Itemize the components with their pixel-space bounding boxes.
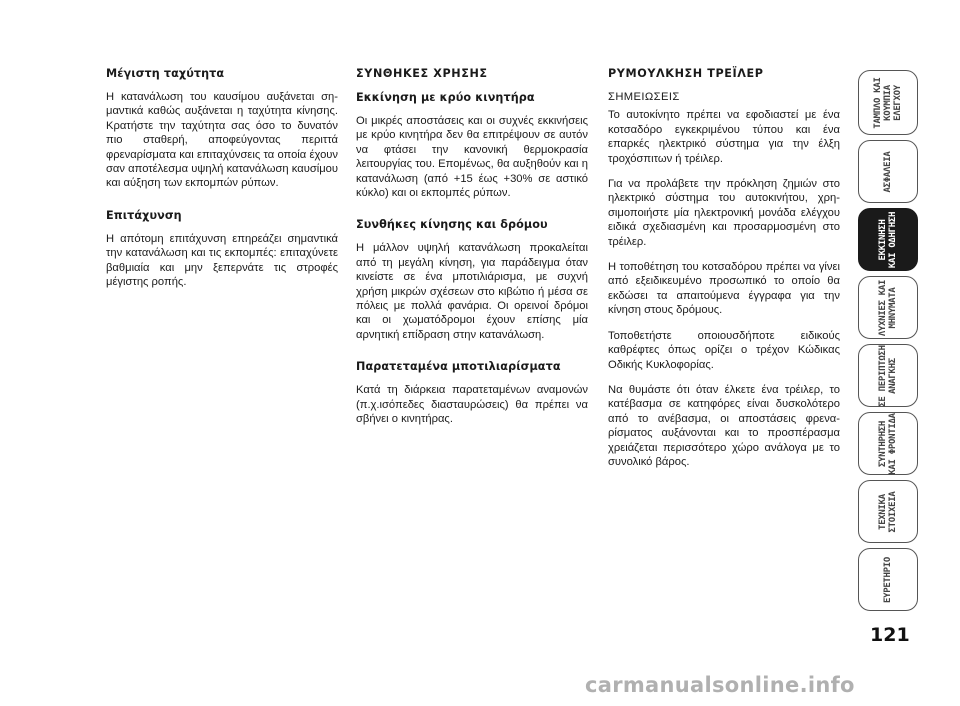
heading-traffic-jams: Παρατεταμένα μποτιλιαρίσματα [356,360,561,374]
paragraph-trailer-2: Για να προλάβετε την πρόκληση ζημιών στο ηλεκτρικό σύστημα του αυτοκινήτου, χρησιμοποιήστε μία ηλεκτρονική μονάδα ελέγχου ειδικά σχεδιασμένη και προσαρμοσμένη στο τρέιλερ. [608,178,840,248]
text-column-3 [608,66,840,480]
tab-label: ΑΣΦΑΛΕΙΑ [883,151,893,192]
section-title-usage-conditions: ΣΥΝΘΗΚΕΣ ΧΡΗΣΗΣ [356,67,488,80]
tab-emergency[interactable] [858,344,918,407]
text-column-1 [106,66,338,300]
heading-max-speed: Μέγιστη ταχύτητα [106,67,225,80]
heading-acceleration: Επιτάχυνση [106,208,182,222]
tab-label: ΣΕ ΠΕΡΙΠΤΩΣΗ ΑΝΑΓΚΗΣ [878,344,898,407]
paragraph-trailer-1: Το αυτοκίνητο πρέπει να εφοδιαστεί με ένα κοτσαδόρο εγκεκριμένου τύπου και ένα επαρκές ηλεκτρικό σύστημα για την έλξη τροχόσπιτων ή τρέιλερ. [608,109,840,165]
subtitle-notes: ΣΗΜΕΙΩΣΕΙΣ [608,91,680,103]
tab-dashboard-controls[interactable] [858,70,918,135]
tab-label: ΛΥΧΝΙΕΣ ΚΑΙ ΜΗΝΥΜΑΤΑ [878,279,898,336]
tab-label: ΕΚΚΙΝΗΣΗ ΚΑΙ ΟΔΗΓΗΣΗ [878,211,898,268]
tab-technical-data[interactable] [858,480,918,543]
chapter-tabs [858,70,920,616]
paragraph-max-speed: Η κατανάλωση του καυσίμου αυξάνεται σημαντικά καθώς αυξάνεται η ταχύτητα κίνησης. Κρατήστε την ταχύτητα σας όσο το δυνατόν πιο σταθερή, αποφεύγοντας περιττά φρεναρίσματα και επιταχύνσεις τα οποία έχουν σαν αποτέλεσμα υψηλή κατανάλωση καυσίμου και αύξηση των εκπομπών ρύπων. [106,91,338,190]
tab-label: ΤΑΜΠΛΟ ΚΑΙ ΚΟΥΜΠΙΑ ΕΛΕΓΧΟΥ [873,76,903,129]
heading-cold-start: Εκκίνηση με κρύο κινητήρα [356,91,535,104]
paragraph-traffic-jams: Κατά τη διάρκεια παρατεταμένων αναμονών (π.χ.ισόπεδες διασταυρώσεις) θα πρέπει να σβήνει ο κινητήρας. [356,384,588,426]
tab-safety[interactable] [858,140,918,203]
section-title-trailer-towing: ΡΥΜΟΥΛΚΗΣΗ ΤΡΕΪΛΕΡ [608,67,764,80]
tab-warning-lights-messages[interactable] [858,276,918,339]
paragraph-cold-start: Οι μικρές αποστάσεις και οι συχνές εκκινήσεις με κρύο κινητήρα δεν θα επιτρέψουν σε αυτόν να φτάσει την κανονική θερμοκρασία λειτουργίας του. Επομένως, θα αυξηθούν και η κατανάλωση (από +15 έως +30% σε αστικό κύκλο) και οι εκπομπές ρύπων. [356,115,588,200]
tab-starting-driving[interactable] [858,208,918,271]
paragraph-road-conditions: Η μάλλον υψηλή κατανάλωση προκαλείται από τη μεγάλη κίνηση, για παράδειγμα όταν κινείστε σε ένα μποτιλιάρισμα, με συχνή χρήση μικρών σχέσεων στο κιβώτιο ή μέσα σε πόλεις με πολλά φανάρια. Οι ορεινοί δρόμοι και οι χωματόδρομοι έχουν επίσης μία αρνητική επίδραση στην κατανάλωση. [356,242,588,341]
heading-road-conditions: Συνθήκες κίνησης και δρόμου [356,218,548,232]
tab-label: ΕΥΡΕΤΗΡΙΟ [883,556,893,603]
tab-index[interactable] [858,548,918,611]
text-column-2 [356,66,588,438]
paragraph-trailer-3: Η τοποθέτηση του κοτσαδόρου πρέπει να γίνει από εξειδικευμένο προσωπικό το οποίο θα εκδώσει τα απαιτούμενα έγγραφα για την κίνηση στους δρόμους. [608,261,840,317]
tab-label: ΣΥΝΤΗΡΗΣΗ ΚΑΙ ΦΡΟΝΤΙΔΑ [878,412,898,475]
paragraph-acceleration: Η απότομη επιτάχυνση επηρεάζει σημαντικά την κατανάλωση και τις εκπομπές: επιταχύνετε βαθμιαία και μην ξεπερνάτε τις στροφές μέγιστης ροπής. [106,232,338,289]
page-number: 121 [870,624,910,646]
watermark-text: carmanualsonline.info [585,673,855,697]
tab-maintenance-care[interactable] [858,412,918,475]
tab-label: ΤΕΧΝΙΚΑ ΣΤΟΙΧΕΙΑ [878,491,898,532]
paragraph-trailer-4: Τοποθετήστε οποιουσδήποτε ειδικούς καθρέφτες όπως ορίζει ο τρέχον Κώδικας Οδικής Κυκλοφορίας. [608,329,840,371]
paragraph-trailer-5: Να θυμάστε ότι όταν έλκετε ένα τρέιλερ, το κατέβασμα σε κατηφόρες είναι δυσκολότερο από το ανέβασμα, οι αποστάσεις φρεναρίσματος αυξάνονται και το προσπέρασμα χρειάζεται περισσότερο χώρο ανάλογα με το συνολικό βάρος. [608,383,840,468]
